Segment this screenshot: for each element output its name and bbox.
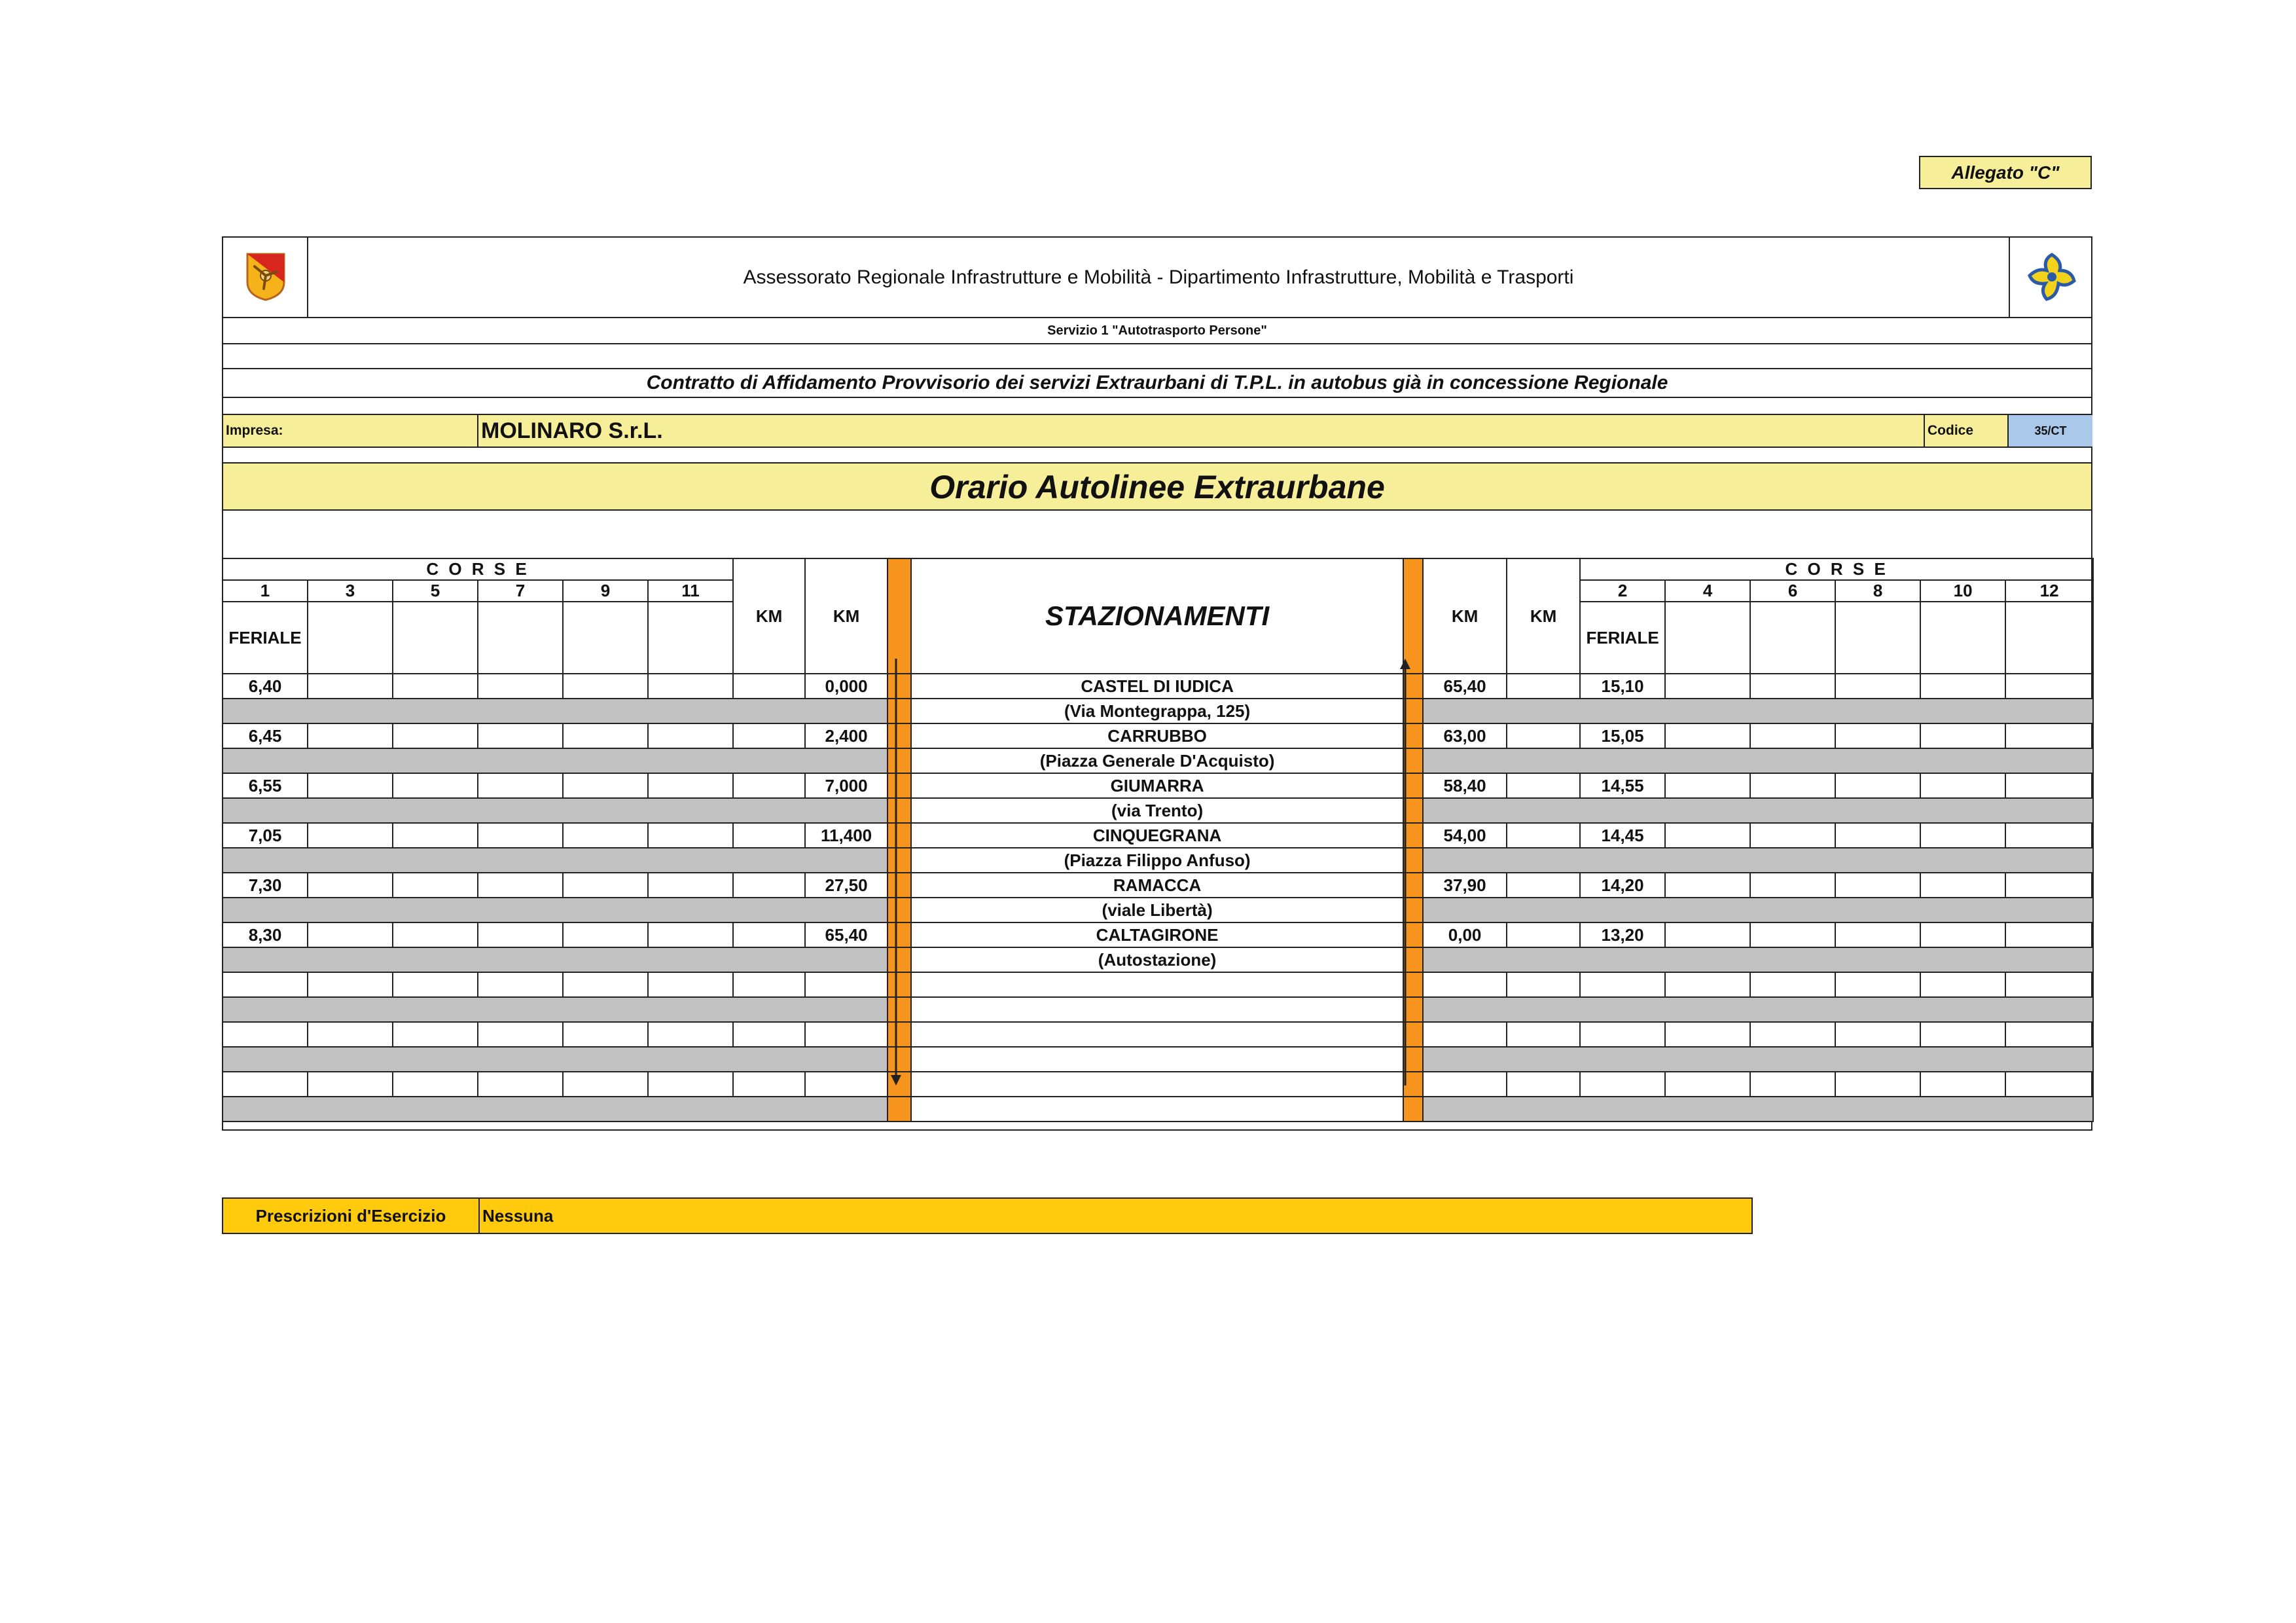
grey-band-left <box>223 1047 888 1072</box>
km-right: 37,90 <box>1423 873 1507 898</box>
grey-band-right <box>1423 947 2093 972</box>
empty-cell <box>478 922 563 947</box>
empty-cell <box>1665 674 1750 699</box>
orario-title: Orario Autolinee Extraurbane <box>223 464 2091 511</box>
document-header <box>222 236 2092 511</box>
empty-cell <box>563 823 648 848</box>
blank-row-2 <box>223 398 2091 415</box>
empty-cell <box>393 873 478 898</box>
empty-cell <box>1750 873 1835 898</box>
grey-band-right <box>1423 1047 2093 1072</box>
table-row-separator <box>223 997 2093 1022</box>
empty-cell <box>1507 674 1580 699</box>
empty-cell <box>648 922 733 947</box>
km-right: 58,40 <box>1423 773 1507 798</box>
empty-cell <box>2005 972 2093 997</box>
corsa-number: 10 <box>1920 580 2005 602</box>
empty-cell <box>1835 1072 1920 1097</box>
km-header-left-2: KM <box>805 558 888 674</box>
empty-cell <box>308 873 393 898</box>
table-row-separator <box>223 699 2093 723</box>
prescrizioni-value: Nessuna <box>482 1205 554 1226</box>
table-row-separator <box>223 748 2093 773</box>
empty-cell <box>1423 1072 1507 1097</box>
empty-cell <box>308 972 393 997</box>
empty-cell <box>308 723 393 748</box>
impresa-label: Impresa: <box>226 423 283 438</box>
empty-cell <box>223 972 308 997</box>
departure-time-right: 14,55 <box>1580 773 1665 798</box>
empty-cell <box>2005 723 2093 748</box>
direction-bar-left <box>888 1097 911 1122</box>
empty-cell <box>308 1022 393 1047</box>
empty-cell <box>911 1047 1403 1072</box>
corsa-number: 9 <box>563 580 648 602</box>
empty-cell <box>393 773 478 798</box>
departure-time-right: 14,45 <box>1580 823 1665 848</box>
empty-cell <box>563 922 648 947</box>
km-right: 0,00 <box>1423 922 1507 947</box>
prescrizioni-label: Prescrizioni d'Esercizio <box>223 1199 480 1233</box>
logo-left-cell <box>223 238 308 317</box>
empty-cell <box>733 922 805 947</box>
empty-cell <box>393 723 478 748</box>
empty-cell <box>1750 773 1835 798</box>
empty-cell <box>478 873 563 898</box>
departure-time-left: 7,05 <box>223 823 308 848</box>
table-row-separator <box>223 1047 2093 1072</box>
empty-cell <box>1665 723 1750 748</box>
table-row-separator <box>223 947 2093 972</box>
empty-cell <box>733 823 805 848</box>
corsa-number: 3 <box>308 580 393 602</box>
empty-cell <box>648 1072 733 1097</box>
km-left: 65,40 <box>805 922 888 947</box>
grey-band-right <box>1423 997 2093 1022</box>
empty-cell <box>1750 602 1835 674</box>
empty-cell <box>1920 1022 2005 1047</box>
empty-cell <box>1750 1022 1835 1047</box>
empty-cell <box>805 1022 888 1047</box>
empty-cell <box>563 674 648 699</box>
km-left: 7,000 <box>805 773 888 798</box>
table-row <box>223 773 2093 798</box>
empty-cell <box>478 602 563 674</box>
grey-band-right <box>1423 798 2093 823</box>
empty-cell <box>648 972 733 997</box>
empty-cell <box>911 1022 1403 1047</box>
empty-cell <box>308 773 393 798</box>
km-right: 63,00 <box>1423 723 1507 748</box>
grey-band-left <box>223 898 888 922</box>
corsa-number: 2 <box>1580 580 1665 602</box>
direction-bar-right <box>1403 1097 1423 1122</box>
empty-cell <box>2005 873 2093 898</box>
empty-cell <box>1920 723 2005 748</box>
station-name: RAMACCA <box>911 873 1403 898</box>
corsa-number: 1 <box>223 580 308 602</box>
empty-cell <box>1665 1072 1750 1097</box>
departure-time-right: 15,05 <box>1580 723 1665 748</box>
empty-cell <box>1920 823 2005 848</box>
empty-cell <box>648 602 733 674</box>
grey-band-left <box>223 1097 888 1122</box>
empty-cell <box>563 972 648 997</box>
empty-cell <box>1750 674 1835 699</box>
table-row <box>223 873 2093 898</box>
station-address: (Piazza Generale D'Acquisto) <box>911 748 1403 773</box>
empty-cell <box>2005 823 2093 848</box>
empty-cell <box>563 1022 648 1047</box>
stazionamenti-header: STAZIONAMENTI <box>911 558 1403 674</box>
departure-time-left: 6,45 <box>223 723 308 748</box>
corse-label-left: C O R S E <box>223 558 733 580</box>
empty-cell <box>1665 873 1750 898</box>
empty-cell <box>1580 1022 1665 1047</box>
empty-cell <box>1750 1072 1835 1097</box>
empty-cell <box>1835 602 1920 674</box>
km-header-left-1: KM <box>733 558 805 674</box>
empty-cell <box>1507 873 1580 898</box>
empty-cell <box>733 873 805 898</box>
table-row-separator <box>223 798 2093 823</box>
impresa-row <box>223 415 2091 448</box>
km-header-right-1: KM <box>1423 558 1507 674</box>
empty-cell <box>1920 873 2005 898</box>
empty-cell <box>478 823 563 848</box>
corsa-number: 5 <box>393 580 478 602</box>
empty-cell <box>478 1022 563 1047</box>
empty-cell <box>223 1022 308 1047</box>
empty-cell <box>393 1022 478 1047</box>
empty-cell <box>2005 674 2093 699</box>
empty-cell <box>563 1072 648 1097</box>
empty-cell <box>1750 922 1835 947</box>
empty-cell <box>733 972 805 997</box>
empty-cell <box>1580 972 1665 997</box>
km-left: 27,50 <box>805 873 888 898</box>
empty-cell <box>393 823 478 848</box>
empty-cell <box>648 773 733 798</box>
empty-cell <box>733 723 805 748</box>
empty-cell <box>1835 723 1920 748</box>
empty-cell <box>911 972 1403 997</box>
empty-cell <box>563 723 648 748</box>
empty-cell <box>1665 1022 1750 1047</box>
empty-cell <box>1920 773 2005 798</box>
empty-cell <box>1835 972 1920 997</box>
corse-label-right: C O R S E <box>1580 558 2093 580</box>
empty-cell <box>1920 922 2005 947</box>
empty-cell <box>1665 773 1750 798</box>
empty-cell <box>1665 922 1750 947</box>
logo-right-cell <box>2009 238 2092 317</box>
empty-cell <box>648 674 733 699</box>
empty-cell <box>1835 873 1920 898</box>
grey-band-left <box>223 699 888 723</box>
trinacria-logo-icon <box>2026 251 2078 303</box>
station-address: (Via Montegrappa, 125) <box>911 699 1403 723</box>
title-row <box>223 238 2091 318</box>
departure-time-right: 13,20 <box>1580 922 1665 947</box>
table-row <box>223 922 2093 947</box>
empty-cell <box>1507 1072 1580 1097</box>
table-row <box>223 972 2093 997</box>
empty-cell <box>478 1072 563 1097</box>
km-right: 54,00 <box>1423 823 1507 848</box>
empty-cell <box>911 1072 1403 1097</box>
prescrizioni-row <box>222 1197 1753 1234</box>
empty-cell <box>1507 823 1580 848</box>
empty-cell <box>1835 922 1920 947</box>
empty-cell <box>733 1072 805 1097</box>
corsa-number: 6 <box>1750 580 1835 602</box>
departure-time-right: 14,20 <box>1580 873 1665 898</box>
allegato-label: Allegato "C" <box>1919 156 2092 189</box>
empty-cell <box>393 972 478 997</box>
empty-cell <box>1507 773 1580 798</box>
departure-time-left: 6,40 <box>223 674 308 699</box>
station-address: (Piazza Filippo Anfuso) <box>911 848 1403 873</box>
empty-cell <box>648 823 733 848</box>
station-name: GIUMARRA <box>911 773 1403 798</box>
codice-label: Codice <box>1924 415 2007 447</box>
grey-band-right <box>1423 748 2093 773</box>
empty-cell <box>478 972 563 997</box>
table-row-separator <box>223 898 2093 922</box>
empty-cell <box>563 602 648 674</box>
empty-cell <box>1423 972 1507 997</box>
empty-cell <box>393 602 478 674</box>
corsa-number: 4 <box>1665 580 1750 602</box>
empty-cell <box>1423 1022 1507 1047</box>
empty-cell <box>223 1072 308 1097</box>
grey-band-left <box>223 748 888 773</box>
km-left: 11,400 <box>805 823 888 848</box>
station-name: CALTAGIRONE <box>911 922 1403 947</box>
empty-cell <box>478 773 563 798</box>
empty-cell <box>1835 1022 1920 1047</box>
station-address: (via Trento) <box>911 798 1403 823</box>
empty-cell <box>393 1072 478 1097</box>
impresa-name: MOLINARO S.r.L. <box>477 415 2137 447</box>
empty-cell <box>478 674 563 699</box>
empty-cell <box>563 873 648 898</box>
grey-band-left <box>223 798 888 823</box>
empty-cell <box>733 674 805 699</box>
empty-cell <box>1750 723 1835 748</box>
empty-cell <box>308 922 393 947</box>
empty-cell <box>1920 602 2005 674</box>
empty-cell <box>563 773 648 798</box>
feriale-label-left: FERIALE <box>223 602 308 674</box>
grey-band-right <box>1423 848 2093 873</box>
station-name: CASTEL DI IUDICA <box>911 674 1403 699</box>
grey-band-left <box>223 947 888 972</box>
grey-band-left <box>223 997 888 1022</box>
station-name: CINQUEGRANA <box>911 823 1403 848</box>
table-row-separator <box>223 1097 2093 1122</box>
blank-row-3 <box>223 448 2091 464</box>
arrow-down-icon <box>884 656 908 1088</box>
codice-value: 35/CT <box>2007 415 2092 447</box>
empty-cell <box>733 1022 805 1047</box>
table-row <box>223 723 2093 748</box>
assessorato-title: Assessorato Regionale Infrastrutture e Mobilità - Dipartimento Infrastrutture, Mobilità e Trasporti <box>743 266 1574 288</box>
km-left: 0,000 <box>805 674 888 699</box>
departure-time-left: 8,30 <box>223 922 308 947</box>
km-left: 2,400 <box>805 723 888 748</box>
empty-cell <box>1507 972 1580 997</box>
empty-cell <box>911 1097 1403 1122</box>
empty-cell <box>308 674 393 699</box>
empty-cell <box>2005 773 2093 798</box>
empty-cell <box>1507 723 1580 748</box>
table-row-separator <box>223 848 2093 873</box>
station-address: (Autostazione) <box>911 947 1403 972</box>
grey-band-right <box>1423 1097 2093 1122</box>
empty-cell <box>1750 972 1835 997</box>
empty-cell <box>308 823 393 848</box>
empty-cell <box>1665 602 1750 674</box>
empty-cell <box>648 1022 733 1047</box>
table-row <box>223 823 2093 848</box>
empty-cell <box>393 674 478 699</box>
grey-band-right <box>1423 898 2093 922</box>
blank-row <box>223 344 2091 369</box>
empty-cell <box>393 922 478 947</box>
empty-cell <box>308 1072 393 1097</box>
timetable <box>222 558 2094 1122</box>
empty-cell <box>1920 1072 2005 1097</box>
empty-cell <box>478 723 563 748</box>
empty-cell <box>1835 674 1920 699</box>
table-row <box>223 674 2093 699</box>
km-right: 65,40 <box>1423 674 1507 699</box>
servizio-row: Servizio 1 "Autotrasporto Persone" <box>223 318 2091 344</box>
station-name: CARRUBBO <box>911 723 1403 748</box>
corsa-number: 11 <box>648 580 733 602</box>
empty-cell <box>1665 972 1750 997</box>
empty-cell <box>1835 823 1920 848</box>
empty-cell <box>2005 922 2093 947</box>
sicily-coat-of-arms-icon <box>245 252 286 302</box>
feriale-label-right: FERIALE <box>1580 602 1665 674</box>
km-header-right-2: KM <box>1507 558 1580 674</box>
table-row <box>223 1072 2093 1097</box>
grey-band-left <box>223 848 888 873</box>
departure-time-right: 15,10 <box>1580 674 1665 699</box>
arrow-up-icon <box>1395 656 1415 1088</box>
empty-cell <box>1835 773 1920 798</box>
empty-cell <box>1920 972 2005 997</box>
corsa-number: 8 <box>1835 580 1920 602</box>
corsa-number: 12 <box>2005 580 2093 602</box>
corsa-number: 7 <box>478 580 563 602</box>
empty-cell <box>2005 602 2093 674</box>
empty-cell <box>805 972 888 997</box>
contratto-row: Contratto di Affidamento Provvisorio dei servizi Extraurbani di T.P.L. in autobus già in concessione Regionale <box>223 369 2091 398</box>
empty-cell <box>2005 1022 2093 1047</box>
empty-cell <box>308 602 393 674</box>
empty-cell <box>1665 823 1750 848</box>
empty-cell <box>2005 1072 2093 1097</box>
empty-cell <box>911 997 1403 1022</box>
empty-cell <box>1580 1072 1665 1097</box>
empty-cell <box>648 873 733 898</box>
table-row <box>223 1022 2093 1047</box>
empty-cell <box>1507 1022 1580 1047</box>
departure-time-left: 6,55 <box>223 773 308 798</box>
grey-band-right <box>1423 699 2093 723</box>
empty-cell <box>1750 823 1835 848</box>
empty-cell <box>805 1072 888 1097</box>
empty-cell <box>1507 922 1580 947</box>
station-address: (viale Libertà) <box>911 898 1403 922</box>
empty-cell <box>1920 674 2005 699</box>
empty-cell <box>648 723 733 748</box>
empty-cell <box>733 773 805 798</box>
departure-time-left: 7,30 <box>223 873 308 898</box>
